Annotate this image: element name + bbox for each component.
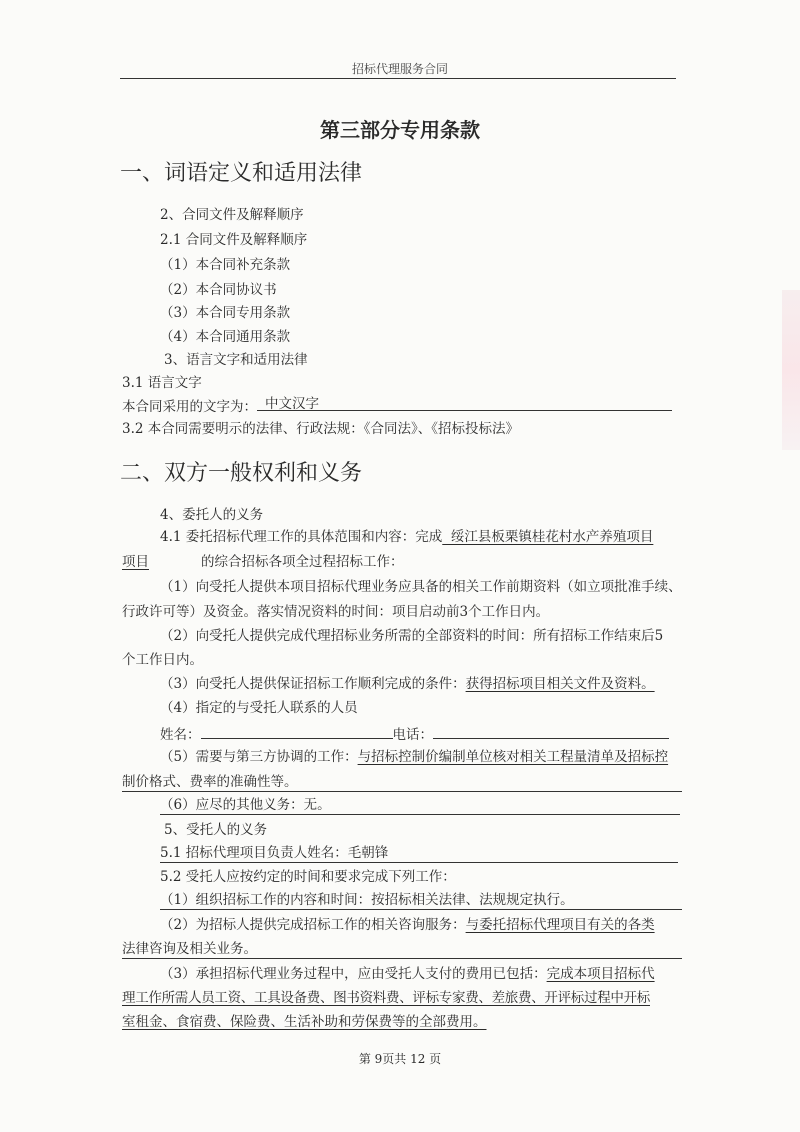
page-number: 第 9页共 12 页 [358,1052,442,1066]
clause [160,844,678,863]
seal-mark [782,290,800,450]
label: （3）向受托人提供保证招标工作顺利完成的条件： [160,676,466,692]
filled-value: 项目 [122,554,149,570]
label: （6）应尽的其他义务： [160,797,304,813]
clause [160,916,655,934]
clause: （1）本合同补充条款 [160,257,291,273]
label: （1）组织招标工作的内容和时间： [160,892,372,908]
page-title: 第三部分专用条款 [320,118,480,142]
clause: 5.2 受托人应按约定的时间和要求完成下列工作： [160,869,456,885]
clause: 3、语言文字和适用法律 [164,352,308,368]
law-line: 3.2 本合同需要明示的法律、行政法规：《合同法》、《招标投标法》 [122,421,520,437]
filled-value: 获得招标项目相关文件及资料。 [465,676,655,692]
filled-value: 法律咨询及相关业务。 [122,940,682,959]
filled-value: 与招标控制价编制单位核对相关工程量清单及招标控 [357,749,669,765]
filled-value: 按招标相关法律、法规规定执行。 [371,892,574,908]
phone-label: 电话： [392,727,433,743]
clause [160,748,668,766]
clause [160,965,655,983]
language-value: 中文汉字 [265,396,319,412]
clause: （4）本合同通用条款 [160,329,291,345]
language-line [122,396,672,416]
clause: （2）本合同协议书 [160,282,277,298]
filled-value: 完成本项目招标代 [546,966,655,982]
filled-value: 绥江县板栗镇桂花村水产养殖项目 [442,529,654,545]
filled-value [122,1013,487,1031]
clause: 3.1 语言文字 [122,375,202,391]
filled-value [122,989,650,1007]
clause: 4、委托人的义务 [160,507,264,523]
clause [160,675,655,693]
filled-value: 毛朝锋 [347,845,389,861]
filled-value: 制价格式、费率的准确性等。 [122,773,682,792]
clause [160,891,682,910]
name-field[interactable] [201,724,393,739]
clause: （4）指定的与受托人联系的人员 [160,700,358,716]
clause: （2）向受托人提供完成代理招标业务所需的全部资料的时间：所有招标工作结束后5 [160,628,664,644]
clause-4-1-cont [122,553,404,571]
label: （3）承担招标代理业务过程中，应由受托人支付的费用已包括： [160,966,547,982]
clause: （3）本合同专用条款 [160,305,291,321]
label: （5）需要与第三方协调的工作： [160,749,358,765]
label: 5.1 招标代理项目负责人姓名： [160,845,348,861]
text: 理工作所需人员工资、工具设备费、图书资料费、评标专家费、差旅费、开评标过程中开标 [122,990,650,1006]
clause: 行政许可等）及资金。落实情况资料的时间：项目启动前3个工作日内。 [122,604,550,620]
contact-line [160,724,669,744]
clause: 2、合同文件及解释顺序 [160,207,304,223]
clause [160,796,680,815]
language-label: 本合同采用的文字为： [122,399,257,415]
clause: （1）向受托人提供本项目招标代理业务应具备的相关工作前期资料（如立项批准手续、 [160,579,682,595]
header-divider [120,78,676,79]
running-header: 招标代理服务合同 [351,62,448,76]
filled-value: 无。 [303,797,331,813]
text: 的综合招标各项全过程招标工作： [201,554,404,570]
label: （2）为招标人提供完成招标工作的相关咨询服务： [160,917,466,933]
text: 室租金、食宿费、保险费、生活补助和劳保费等的全部费用。 [122,1014,487,1030]
filled-value: 与委托招标代理项目有关的各类 [465,917,655,933]
label: 4.1 委托招标代理工作的具体范围和内容：完成 [160,529,443,545]
phone-field[interactable] [433,724,669,739]
clause: 2.1 合同文件及解释顺序 [160,232,308,248]
name-label: 姓名： [160,727,201,743]
clause-4-1 [160,528,653,546]
clause: 5、受托人的义务 [164,822,268,838]
section-heading-2: 二、双方一般权利和义务 [120,461,363,486]
clause: 个工作日内。 [122,652,203,668]
section-heading-1: 一、词语定义和适用法律 [120,161,363,186]
